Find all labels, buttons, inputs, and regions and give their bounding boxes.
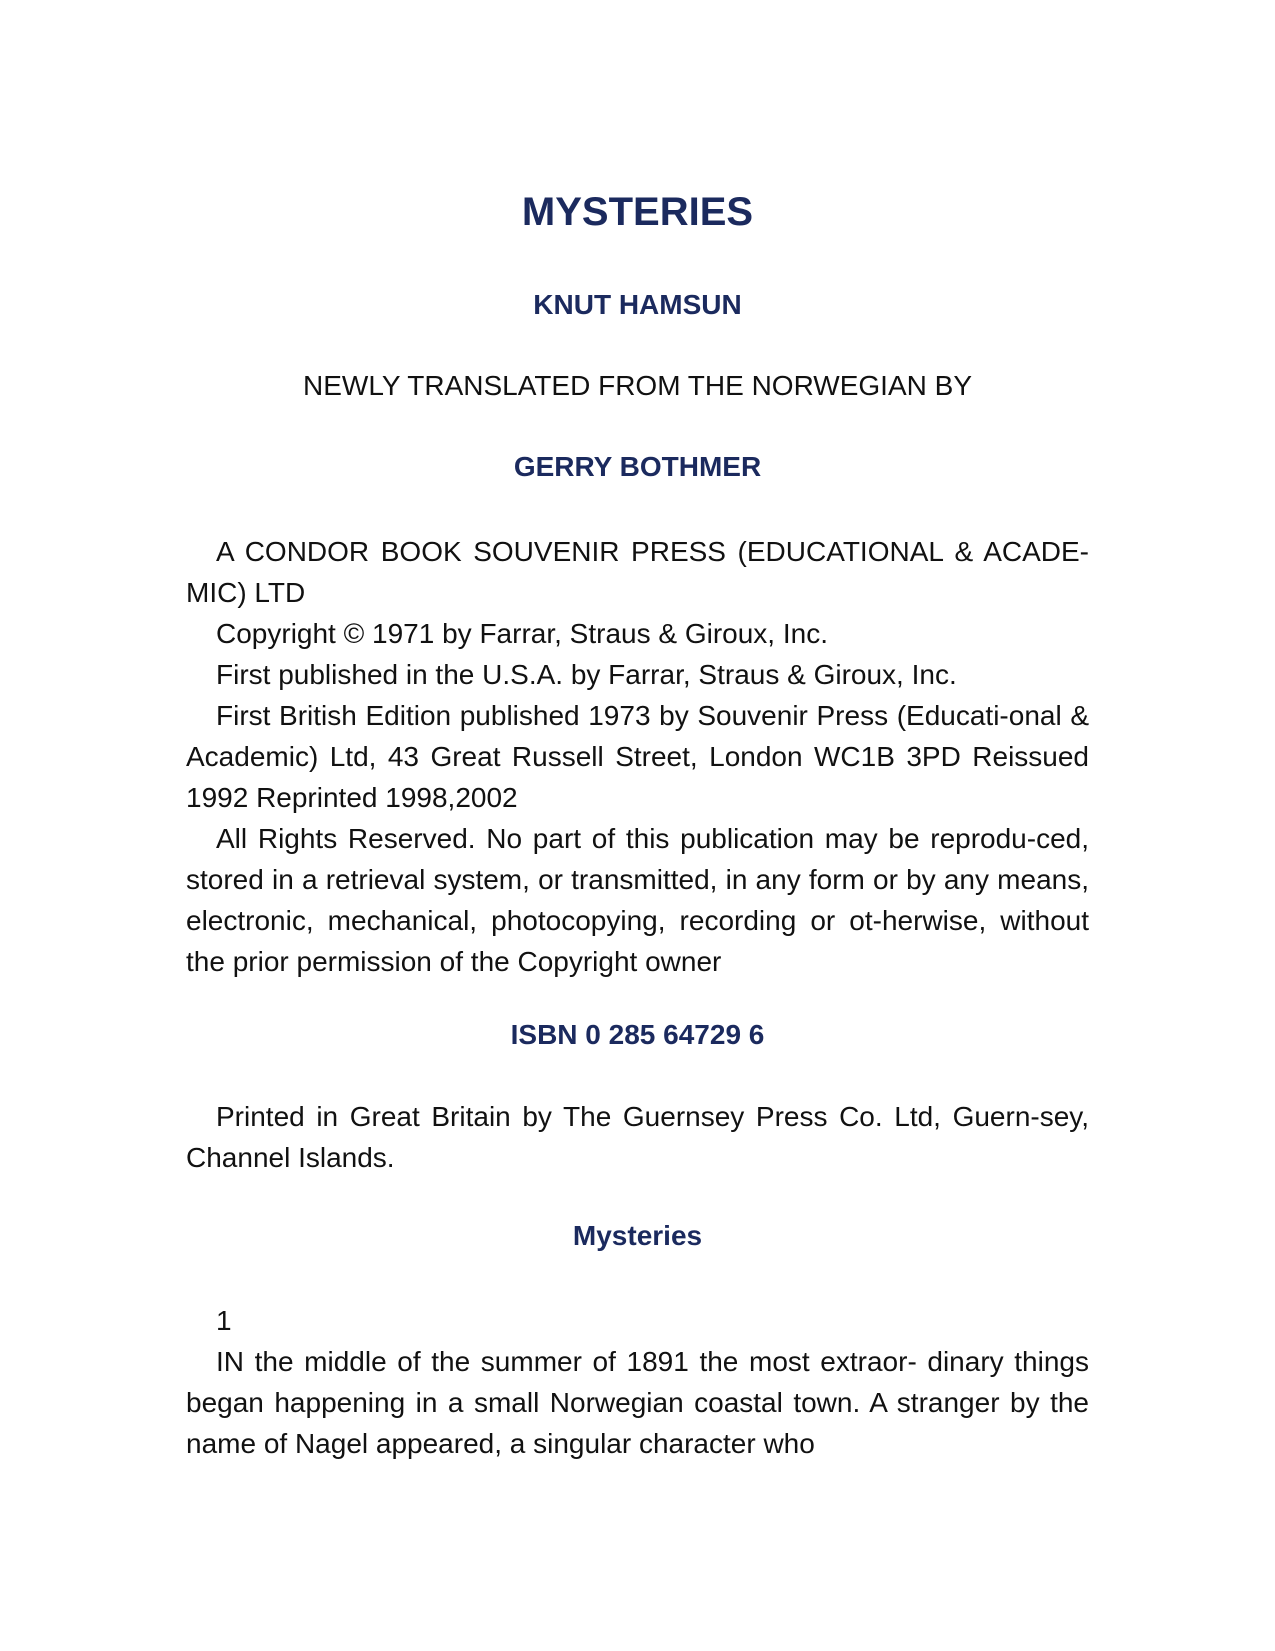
rights-reserved-paragraph: All Rights Reserved. No part of this publication may be reprodu-ced, stored in a retrieval system, or transmitted, in any form or by any means, electronic, mechanical, photocopying, recording or ot-herwise, without the prior permission of the Copyright owner xyxy=(186,823,1089,977)
book-title: MYSTERIES xyxy=(521,190,754,234)
author-name: KNUT HAMSUN xyxy=(533,289,742,320)
translated-by-line: NEWLY TRANSLATED FROM THE NORWEGIAN BY xyxy=(303,370,972,401)
chapter-block xyxy=(186,1300,1089,1464)
chapter-text: IN the middle of the summer of 1891 the most extraor- dinary things began happening in a small Norwegian coastal town. A stranger by the name of Nagel appeared, a singular character who xyxy=(186,1346,1089,1459)
copyright-line: Copyright © 1971 by Farrar, Straus & Giroux, Inc. xyxy=(216,618,828,649)
printer-block xyxy=(186,1096,1089,1178)
publisher-line: A CONDOR BOOK SOUVENIR PRESS (EDUCATIONAL & ACADE-MIC) LTD xyxy=(186,536,1089,608)
translator-name: GERRY BOTHMER xyxy=(513,451,762,482)
isbn: ISBN 0 285 64729 6 xyxy=(510,1019,765,1050)
british-edition-line: First British Edition published 1973 by Souvenir Press (Educati-onal & Academic) Ltd, 43 Great Russell Street, London WC1B 3PD Reissued 1992 Reprinted 1998,2002 xyxy=(186,700,1089,813)
first-published-line: First published in the U.S.A. by Farrar, Straus & Giroux, Inc. xyxy=(216,659,957,690)
section-heading: Mysteries xyxy=(572,1220,703,1251)
copyright-block xyxy=(186,531,1089,982)
chapter-number: 1 xyxy=(216,1305,232,1336)
printed-line: Printed in Great Britain by The Guernsey Press Co. Ltd, Guern-sey, Channel Islands. xyxy=(186,1101,1089,1173)
